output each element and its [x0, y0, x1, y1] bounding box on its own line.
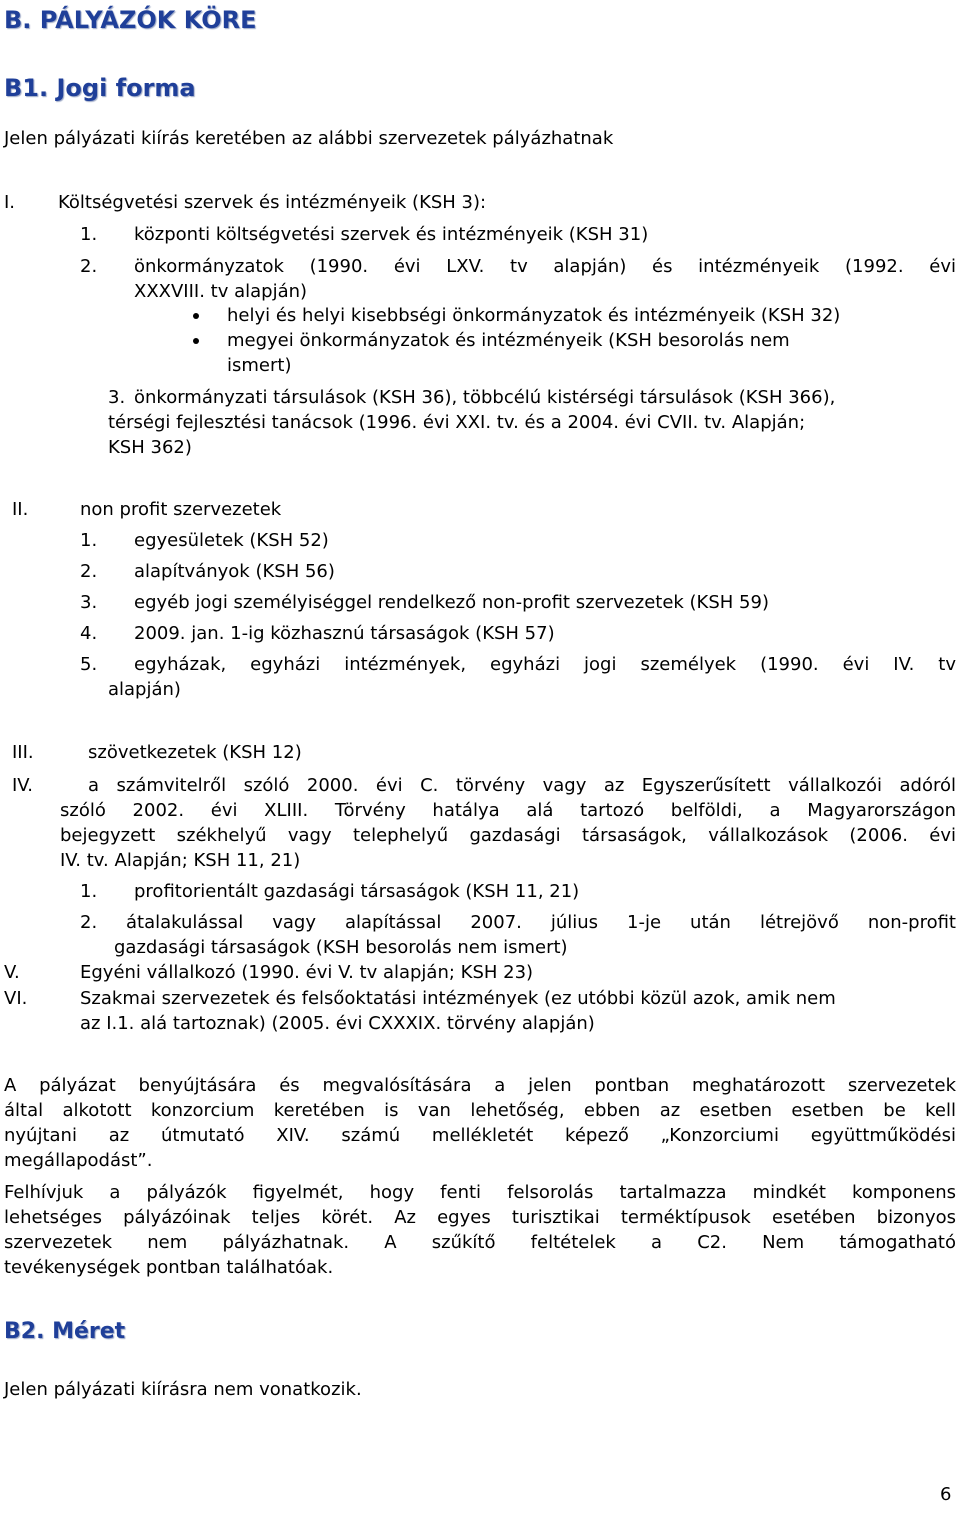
bullet-icon: [193, 313, 199, 319]
section-1-item-1-number: 1.: [80, 224, 98, 245]
section-2-number: II.: [12, 499, 29, 520]
paragraph-2-line-3: szervezetek nem pályázhatnak. A szűkítő feltételek a C2. Nem támogatható: [4, 1232, 956, 1253]
section-3-number: III.: [12, 742, 34, 763]
section-3-title: szövetkezetek (KSH 12): [88, 742, 302, 763]
section-2-item-4: 2009. jan. 1-ig közhasznú társaságok (KSH 57): [134, 623, 555, 644]
section-2-item-2: alapítványok (KSH 56): [134, 561, 335, 582]
bullet-icon: [193, 338, 199, 344]
section-4-item-2-line-2: gazdasági társaságok (KSH besorolás nem ismert): [114, 937, 568, 958]
section-2-item-1: egyesületek (KSH 52): [134, 530, 329, 551]
paragraph-2-line-1: Felhívjuk a pályázók figyelmét, hogy fenti felsorolás tartalmazza mindkét komponens: [4, 1182, 956, 1203]
section-1-title: Költségvetési szervek és intézményeik (KSH 3):: [58, 192, 487, 213]
section-5-title: Egyéni vállalkozó (1990. évi V. tv alapján; KSH 23): [80, 962, 534, 983]
paragraph-1-line-1: A pályázat benyújtására és megvalósítására a jelen pontban meghatározott szervezetek: [4, 1075, 956, 1096]
paragraph-2-line-2: lehetséges pályázóinak teljes körét. Az egyes turisztikai terméktípusok esetében bizonyos: [4, 1207, 956, 1228]
section-1-number: I.: [4, 192, 16, 213]
section-2-item-5-number: 5.: [80, 654, 98, 675]
section-4-item-1-number: 1.: [80, 881, 98, 902]
section-1-item-1: központi költségvetési szervek és intézményeik (KSH 31): [134, 224, 649, 245]
section-2-item-1-number: 1.: [80, 530, 98, 551]
section-2-item-3-number: 3.: [80, 592, 98, 613]
section-2-item-2-number: 2.: [80, 561, 98, 582]
section-6-line-2: az I.1. alá tartoznak) (2005. évi CXXXIX. törvény alapján): [80, 1013, 595, 1034]
section-1-item-3-line-3: KSH 362): [108, 437, 192, 458]
section-4-item-1: profitorientált gazdasági társaságok (KSH 11, 21): [134, 881, 580, 902]
section-6-number: VI.: [4, 988, 28, 1009]
section-1-item-2-line-2: XXXVIII. tv alapján): [134, 281, 308, 302]
section-heading-b2: B2. Méret: [4, 1319, 126, 1344]
section-4-line-4: IV. tv. Alapján; KSH 11, 21): [60, 850, 301, 871]
section-2-item-5-line-1: egyházak, egyházi intézmények, egyházi jogi személyek (1990. évi IV. tv: [134, 654, 956, 675]
section-2-title: non profit szervezetek: [80, 499, 282, 520]
section-4-line-2: szóló 2002. évi XLIII. Törvény hatálya alá tartozó belföldi, a Magyarországon: [60, 800, 956, 821]
section-6-line-1: Szakmai szervezetek és felsőoktatási intézmények (ez utóbbi közül azok, amik nem: [80, 988, 836, 1009]
section-1-item-3-line-2: térségi fejlesztési tanácsok (1996. évi XXI. tv. és a 2004. évi CVII. tv. Alapján;: [108, 412, 806, 433]
paragraph-1-line-4: megállapodást”.: [4, 1150, 153, 1171]
section-5-number: V.: [4, 962, 20, 983]
section-heading-b1: B1. Jogi forma: [4, 74, 196, 102]
section-4-item-2-line-1: átalakulással vagy alapítással 2007. július 1-je után létrejövő non-profit: [126, 912, 956, 933]
intro-text: Jelen pályázati kiírás keretében az alábbi szervezetek pályázhatnak: [4, 128, 614, 149]
section-2-item-3: egyéb jogi személyiséggel rendelkező non-profit szervezetek (KSH 59): [134, 592, 769, 613]
section-1-item-3-number: 3.: [108, 387, 126, 408]
section-4-number: IV.: [12, 775, 34, 796]
paragraph-1-line-2: által alkotott konzorcium keretében is van lehetőség, ebben az esetben esetben be kell: [4, 1100, 956, 1121]
section-1-bullet-1: helyi és helyi kisebbségi önkormányzatok és intézményeik (KSH 32): [227, 305, 841, 326]
section-2-item-4-number: 4.: [80, 623, 98, 644]
section-1-bullet-2-line-2: ismert): [227, 355, 292, 376]
page-number: 6: [940, 1484, 952, 1505]
section-1-item-2-number: 2.: [80, 256, 98, 277]
section-2-item-5-line-2: alapján): [108, 679, 181, 700]
section-1-item-3-line-1: önkormányzati társulások (KSH 36), többcélú kistérségi társulások (KSH 366),: [134, 387, 836, 408]
section-heading-b: B. PÁLYÁZÓK KÖRE: [4, 6, 257, 34]
section-1-bullet-2-line-1: megyei önkormányzatok és intézményeik (KSH besorolás nem: [227, 330, 790, 351]
section-4-line-3: bejegyzett székhelyű vagy telephelyű gazdasági társaságok, vállalkozások (2006. évi: [60, 825, 956, 846]
paragraph-2-line-4: tevékenységek pontban találhatóak.: [4, 1257, 334, 1278]
section-4-item-2-number: 2.: [80, 912, 98, 933]
b2-text: Jelen pályázati kiírásra nem vonatkozik.: [4, 1379, 362, 1400]
section-1-item-2-line-1: önkormányzatok (1990. évi LXV. tv alapján) és intézményeik (1992. évi: [134, 256, 956, 277]
paragraph-1-line-3: nyújtani az útmutató XIV. számú mellékletét képező „Konzorciumi együttműködési: [4, 1125, 956, 1146]
section-4-line-1: a számvitelről szóló 2000. évi C. törvény vagy az Egyszerűsített vállalkozói adóról: [88, 775, 956, 796]
